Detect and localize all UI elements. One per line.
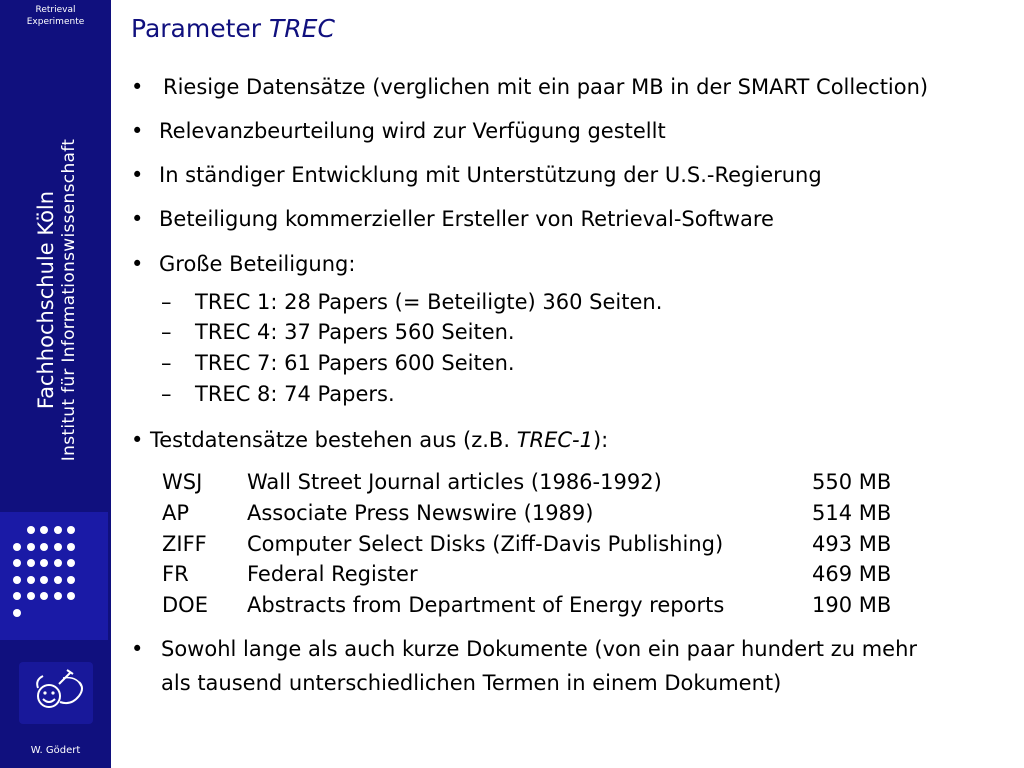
bullet-marker: • bbox=[131, 119, 144, 143]
dataset-desc: Wall Street Journal articles (1986-1992) bbox=[247, 470, 662, 494]
decoration-dot bbox=[40, 526, 48, 534]
sidebar-header-line1: Retrieval bbox=[35, 5, 76, 15]
dataset-desc: Abstracts from Department of Energy reports bbox=[247, 593, 725, 617]
dataset-size: 514 MB bbox=[812, 501, 892, 525]
dataset-abbr: AP bbox=[162, 501, 190, 525]
decoration-dot bbox=[67, 543, 75, 551]
decoration-dot bbox=[27, 526, 35, 534]
bullet-marker: • bbox=[131, 75, 144, 99]
bullet-text: Riesige Datensätze (verglichen mit ein paar MB in der SMART Collection) bbox=[163, 75, 929, 99]
bullet-item-testdaten bbox=[131, 427, 608, 453]
dot-grid-decoration bbox=[0, 512, 108, 640]
bullet-marker: • bbox=[131, 163, 144, 187]
bullet-text: Beteiligung kommerzieller Ersteller von Retrieval-Software bbox=[159, 207, 774, 231]
bullet-text: Relevanzbeurteilung wird zur Verfügung gestellt bbox=[159, 119, 666, 143]
institute-name: Institut für Informationswissenschaft bbox=[59, 138, 79, 462]
sub-item-text: TREC 1: 28 Papers (= Beteiligte) 360 Seiten. bbox=[195, 290, 663, 314]
dataset-desc: Federal Register bbox=[247, 562, 418, 586]
decoration-dot bbox=[40, 559, 48, 567]
dataset-abbr: DOE bbox=[162, 593, 208, 617]
sidebar bbox=[0, 0, 111, 768]
decoration-dot bbox=[27, 543, 35, 551]
decoration-dot bbox=[27, 576, 35, 584]
sub-marker: – bbox=[161, 351, 172, 375]
decoration-dot bbox=[13, 609, 21, 617]
sidebar-header bbox=[0, 4, 111, 28]
bullet-item-last bbox=[131, 636, 917, 696]
sub-item-text: TREC 7: 61 Papers 600 Seiten. bbox=[195, 351, 515, 375]
decoration-dot bbox=[54, 526, 62, 534]
bullet-marker: • bbox=[131, 428, 144, 452]
sub-item bbox=[161, 319, 515, 345]
testdaten-emphasis: TREC-1 bbox=[516, 428, 593, 452]
decoration-dot bbox=[67, 559, 75, 567]
decoration-dot bbox=[13, 592, 21, 600]
dataset-desc: Computer Select Disks (Ziff-Davis Publishing) bbox=[247, 532, 724, 556]
decoration-dot bbox=[67, 526, 75, 534]
dataset-size: 550 MB bbox=[812, 470, 892, 494]
sub-item-text: TREC 4: 37 Papers 560 Seiten. bbox=[195, 320, 515, 344]
dataset-abbr: FR bbox=[162, 562, 189, 586]
decoration-dot bbox=[67, 592, 75, 600]
bullet-marker: • bbox=[131, 637, 144, 661]
decoration-dot bbox=[27, 592, 35, 600]
bullet-text-line2: als tausend unterschiedlichen Termen in einem Dokument) bbox=[161, 671, 782, 695]
decoration-dot bbox=[54, 543, 62, 551]
decoration-dot bbox=[54, 576, 62, 584]
dataset-size: 469 MB bbox=[812, 562, 892, 586]
author-label: W. Gödert bbox=[30, 745, 81, 756]
bullet-item bbox=[131, 251, 355, 277]
decoration-dot bbox=[40, 543, 48, 551]
sub-marker: – bbox=[161, 382, 172, 406]
sub-marker: – bbox=[161, 320, 172, 344]
decoration-dot bbox=[40, 592, 48, 600]
dataset-abbr: ZIFF bbox=[162, 532, 207, 556]
dataset-size: 493 MB bbox=[812, 532, 892, 556]
bullet-item bbox=[131, 118, 666, 144]
sidebar-header-line2: Experimente bbox=[26, 17, 85, 27]
decoration-dot bbox=[27, 559, 35, 567]
dataset-abbr: WSJ bbox=[162, 470, 203, 494]
bullet-text: In ständiger Entwicklung mit Unterstützung der U.S.-Regierung bbox=[159, 163, 822, 187]
decoration-dot bbox=[54, 592, 62, 600]
decoration-dot bbox=[13, 576, 21, 584]
bullet-marker: • bbox=[131, 207, 144, 231]
dataset-desc: Associate Press Newswire (1989) bbox=[247, 501, 594, 525]
decoration-dot bbox=[67, 576, 75, 584]
decoration-dot bbox=[54, 559, 62, 567]
title-prefix: Parameter bbox=[131, 14, 270, 43]
institution-name: Fachhochschule Köln bbox=[34, 190, 58, 410]
sub-item bbox=[161, 381, 395, 407]
testdaten-suffix: ): bbox=[592, 428, 609, 452]
testdaten-prefix: Testdatensätze bestehen aus (z.B. bbox=[150, 428, 517, 452]
sub-marker: – bbox=[161, 290, 172, 314]
sub-item bbox=[161, 350, 515, 376]
sub-item bbox=[161, 289, 662, 315]
title-emphasis: TREC bbox=[269, 14, 335, 43]
bullet-text-line1: Sowohl lange als auch kurze Dokumente (von ein paar hundert zu mehr bbox=[161, 637, 918, 661]
bullet-item bbox=[131, 206, 774, 232]
decoration-dot bbox=[13, 559, 21, 567]
bullet-item bbox=[131, 162, 822, 188]
decoration-dot bbox=[13, 543, 21, 551]
decoration-dot bbox=[40, 576, 48, 584]
smiley-figure-icon bbox=[19, 662, 93, 724]
bullet-text: Große Beteiligung: bbox=[159, 252, 356, 276]
bullet-marker: • bbox=[131, 252, 144, 276]
sub-item-text: TREC 8: 74 Papers. bbox=[195, 382, 395, 406]
slide-title bbox=[131, 14, 335, 43]
bullet-item bbox=[131, 74, 928, 100]
dataset-size: 190 MB bbox=[812, 593, 892, 617]
